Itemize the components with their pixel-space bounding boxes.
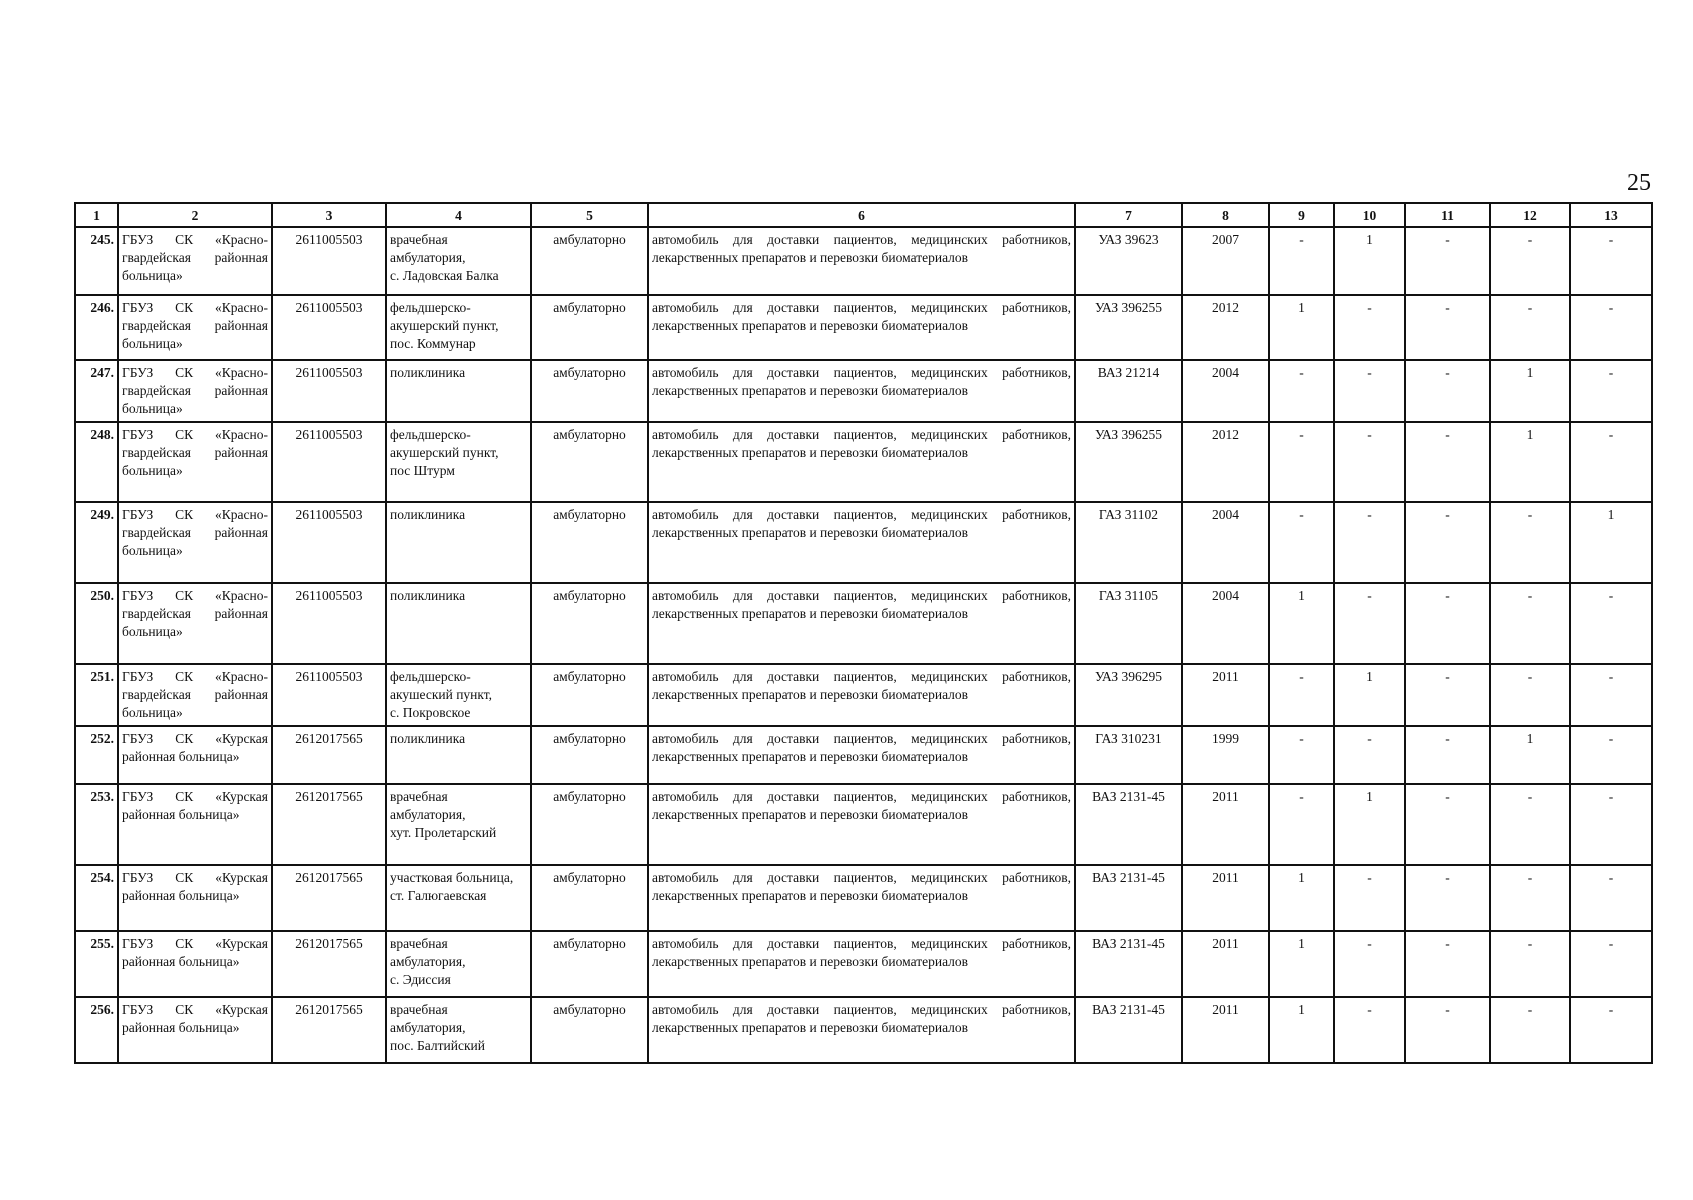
row-number: 249.: [75, 502, 118, 583]
organization-name: ГБУЗ СК «Красно-гвардейская районная больница»: [118, 664, 272, 726]
column-9-value: -: [1269, 227, 1334, 295]
header-cell-13: 13: [1570, 203, 1652, 227]
header-cell-12: 12: [1490, 203, 1570, 227]
table-body: [75, 227, 1652, 1063]
inn-code: 2612017565: [272, 726, 386, 784]
vehicle-purpose: автомобиль для доставки пациентов, медицинских работников, лекарственных препаратов и перевозки биоматериалов: [648, 295, 1075, 360]
column-12-value: -: [1490, 295, 1570, 360]
column-11-value: -: [1405, 664, 1490, 726]
header-cell-2: 2: [118, 203, 272, 227]
inn-code: 2611005503: [272, 583, 386, 664]
column-9-value: -: [1269, 422, 1334, 502]
table-row: [75, 227, 1652, 295]
header-cell-1: 1: [75, 203, 118, 227]
facility-location: врачебная амбулатория, хут. Пролетарский: [386, 784, 531, 865]
facility-location: врачебная амбулатория, пос. Балтийский: [386, 997, 531, 1063]
facility-location: врачебная амбулатория, с. Ладовская Балка: [386, 227, 531, 295]
table-row: [75, 583, 1652, 664]
column-10-value: -: [1334, 726, 1405, 784]
column-12-value: -: [1490, 784, 1570, 865]
column-11-value: -: [1405, 583, 1490, 664]
inn-code: 2612017565: [272, 784, 386, 865]
vehicle-model: УАЗ 396255: [1075, 295, 1182, 360]
column-9-value: -: [1269, 502, 1334, 583]
facility-location: врачебная амбулатория, с. Эдиссия: [386, 931, 531, 997]
vehicle-model: ВАЗ 21214: [1075, 360, 1182, 422]
organization-name: ГБУЗ СК «Красно-гвардейская районная больница»: [118, 583, 272, 664]
column-11-value: -: [1405, 360, 1490, 422]
column-10-value: -: [1334, 502, 1405, 583]
vehicle-purpose: автомобиль для доставки пациентов, медицинских работников, лекарственных препаратов и перевозки биоматериалов: [648, 502, 1075, 583]
header-cell-11: 11: [1405, 203, 1490, 227]
vehicle-year: 2011: [1182, 664, 1269, 726]
vehicle-model: ГАЗ 310231: [1075, 726, 1182, 784]
column-10-value: 1: [1334, 664, 1405, 726]
column-9-value: 1: [1269, 997, 1334, 1063]
column-10-value: -: [1334, 931, 1405, 997]
column-11-value: -: [1405, 931, 1490, 997]
organization-name: ГБУЗ СК «Красно-гвардейская районная больница»: [118, 422, 272, 502]
care-mode: амбулаторно: [531, 583, 648, 664]
column-11-value: -: [1405, 227, 1490, 295]
page-number: 25: [1627, 170, 1651, 196]
table-row: [75, 726, 1652, 784]
column-12-value: 1: [1490, 422, 1570, 502]
vehicle-purpose: автомобиль для доставки пациентов, медицинских работников, лекарственных препаратов и перевозки биоматериалов: [648, 583, 1075, 664]
column-9-value: -: [1269, 726, 1334, 784]
column-12-value: -: [1490, 227, 1570, 295]
vehicle-year: 2011: [1182, 865, 1269, 931]
inn-code: 2612017565: [272, 865, 386, 931]
care-mode: амбулаторно: [531, 422, 648, 502]
column-11-value: -: [1405, 726, 1490, 784]
column-13-value: -: [1570, 664, 1652, 726]
vehicle-model: УАЗ 39623: [1075, 227, 1182, 295]
column-13-value: 1: [1570, 502, 1652, 583]
vehicle-purpose: автомобиль для доставки пациентов, медицинских работников, лекарственных препаратов и перевозки биоматериалов: [648, 931, 1075, 997]
table-row: [75, 422, 1652, 502]
header-cell-8: 8: [1182, 203, 1269, 227]
vehicle-purpose: автомобиль для доставки пациентов, медицинских работников, лекарственных препаратов и перевозки биоматериалов: [648, 664, 1075, 726]
vehicle-model: ВАЗ 2131-45: [1075, 931, 1182, 997]
vehicle-model: ГАЗ 31102: [1075, 502, 1182, 583]
care-mode: амбулаторно: [531, 664, 648, 726]
facility-location: фельдшерско- акушерский пункт, пос. Коммунар: [386, 295, 531, 360]
vehicle-model: УАЗ 396295: [1075, 664, 1182, 726]
inn-code: 2612017565: [272, 997, 386, 1063]
column-10-value: -: [1334, 583, 1405, 664]
vehicle-year: 2011: [1182, 997, 1269, 1063]
header-row: [75, 203, 1652, 227]
vehicle-year: 2004: [1182, 360, 1269, 422]
organization-name: ГБУЗ СК «Красно-гвардейская районная больница»: [118, 360, 272, 422]
column-10-value: -: [1334, 422, 1405, 502]
table-row: [75, 997, 1652, 1063]
column-9-value: -: [1269, 784, 1334, 865]
column-13-value: -: [1570, 865, 1652, 931]
header-cell-6: 6: [648, 203, 1075, 227]
column-12-value: -: [1490, 583, 1570, 664]
column-12-value: -: [1490, 502, 1570, 583]
row-number: 247.: [75, 360, 118, 422]
facility-location: поликлиника: [386, 583, 531, 664]
inn-code: 2611005503: [272, 502, 386, 583]
column-9-value: 1: [1269, 583, 1334, 664]
column-12-value: -: [1490, 664, 1570, 726]
row-number: 251.: [75, 664, 118, 726]
vehicle-model: ВАЗ 2131-45: [1075, 784, 1182, 865]
organization-name: ГБУЗ СК «Красно-гвардейская районная больница»: [118, 502, 272, 583]
column-13-value: -: [1570, 931, 1652, 997]
column-10-value: -: [1334, 865, 1405, 931]
column-13-value: -: [1570, 726, 1652, 784]
vehicle-year: 2011: [1182, 931, 1269, 997]
inn-code: 2611005503: [272, 227, 386, 295]
column-10-value: 1: [1334, 784, 1405, 865]
inn-code: 2611005503: [272, 664, 386, 726]
column-12-value: -: [1490, 931, 1570, 997]
organization-name: ГБУЗ СК «Красно-гвардейская районная больница»: [118, 295, 272, 360]
column-12-value: 1: [1490, 360, 1570, 422]
care-mode: амбулаторно: [531, 295, 648, 360]
vehicle-purpose: автомобиль для доставки пациентов, медицинских работников, лекарственных препаратов и перевозки биоматериалов: [648, 227, 1075, 295]
table-row: [75, 664, 1652, 726]
row-number: 253.: [75, 784, 118, 865]
column-13-value: -: [1570, 422, 1652, 502]
care-mode: амбулаторно: [531, 784, 648, 865]
vehicle-year: 2007: [1182, 227, 1269, 295]
column-13-value: -: [1570, 360, 1652, 422]
column-11-value: -: [1405, 784, 1490, 865]
vehicle-year: 2011: [1182, 784, 1269, 865]
organization-name: ГБУЗ СК «Курская районная больница»: [118, 931, 272, 997]
column-13-value: -: [1570, 583, 1652, 664]
care-mode: амбулаторно: [531, 997, 648, 1063]
vehicle-year: 2012: [1182, 422, 1269, 502]
column-12-value: -: [1490, 997, 1570, 1063]
column-13-value: -: [1570, 784, 1652, 865]
facility-location: фельдшерско- акушеский пункт, с. Покровское: [386, 664, 531, 726]
row-number: 256.: [75, 997, 118, 1063]
vehicle-model: УАЗ 396255: [1075, 422, 1182, 502]
vehicle-year: 2004: [1182, 583, 1269, 664]
column-9-value: -: [1269, 360, 1334, 422]
row-number: 250.: [75, 583, 118, 664]
vehicle-year: 1999: [1182, 726, 1269, 784]
table-row: [75, 360, 1652, 422]
facility-location: участковая больница, ст. Галюгаевская: [386, 865, 531, 931]
column-10-value: -: [1334, 997, 1405, 1063]
column-11-value: -: [1405, 865, 1490, 931]
column-9-value: 1: [1269, 865, 1334, 931]
care-mode: амбулаторно: [531, 360, 648, 422]
inn-code: 2611005503: [272, 360, 386, 422]
table-row: [75, 784, 1652, 865]
column-12-value: 1: [1490, 726, 1570, 784]
row-number: 255.: [75, 931, 118, 997]
organization-name: ГБУЗ СК «Курская районная больница»: [118, 726, 272, 784]
column-12-value: -: [1490, 865, 1570, 931]
row-number: 254.: [75, 865, 118, 931]
column-11-value: -: [1405, 502, 1490, 583]
row-number: 252.: [75, 726, 118, 784]
inn-code: 2611005503: [272, 422, 386, 502]
vehicle-model: ВАЗ 2131-45: [1075, 865, 1182, 931]
facility-location: фельдшерско- акушерский пункт, пос Штурм: [386, 422, 531, 502]
table-row: [75, 502, 1652, 583]
column-13-value: -: [1570, 295, 1652, 360]
column-9-value: 1: [1269, 295, 1334, 360]
header-cell-9: 9: [1269, 203, 1334, 227]
header-cell-7: 7: [1075, 203, 1182, 227]
vehicle-purpose: автомобиль для доставки пациентов, медицинских работников, лекарственных препаратов и перевозки биоматериалов: [648, 726, 1075, 784]
inn-code: 2611005503: [272, 295, 386, 360]
facility-location: поликлиника: [386, 726, 531, 784]
organization-name: ГБУЗ СК «Красно-гвардейская районная больница»: [118, 227, 272, 295]
column-11-value: -: [1405, 422, 1490, 502]
row-number: 245.: [75, 227, 118, 295]
vehicle-purpose: автомобиль для доставки пациентов, медицинских работников, лекарственных препаратов и перевозки биоматериалов: [648, 997, 1075, 1063]
column-11-value: -: [1405, 295, 1490, 360]
inn-code: 2612017565: [272, 931, 386, 997]
vehicle-model: ГАЗ 31105: [1075, 583, 1182, 664]
vehicle-purpose: автомобиль для доставки пациентов, медицинских работников, лекарственных препаратов и перевозки биоматериалов: [648, 784, 1075, 865]
column-9-value: -: [1269, 664, 1334, 726]
header-cell-4: 4: [386, 203, 531, 227]
header-cell-5: 5: [531, 203, 648, 227]
vehicle-registry-table: [74, 202, 1653, 1064]
column-10-value: -: [1334, 360, 1405, 422]
vehicle-purpose: автомобиль для доставки пациентов, медицинских работников, лекарственных препаратов и перевозки биоматериалов: [648, 360, 1075, 422]
table-row: [75, 295, 1652, 360]
header-cell-10: 10: [1334, 203, 1405, 227]
row-number: 248.: [75, 422, 118, 502]
organization-name: ГБУЗ СК «Курская районная больница»: [118, 865, 272, 931]
table-row: [75, 865, 1652, 931]
header-cell-3: 3: [272, 203, 386, 227]
table-row: [75, 931, 1652, 997]
care-mode: амбулаторно: [531, 865, 648, 931]
care-mode: амбулаторно: [531, 502, 648, 583]
care-mode: амбулаторно: [531, 931, 648, 997]
care-mode: амбулаторно: [531, 726, 648, 784]
column-9-value: 1: [1269, 931, 1334, 997]
column-11-value: -: [1405, 997, 1490, 1063]
column-13-value: -: [1570, 227, 1652, 295]
vehicle-year: 2012: [1182, 295, 1269, 360]
facility-location: поликлиника: [386, 502, 531, 583]
vehicle-model: ВАЗ 2131-45: [1075, 997, 1182, 1063]
care-mode: амбулаторно: [531, 227, 648, 295]
column-10-value: 1: [1334, 227, 1405, 295]
organization-name: ГБУЗ СК «Курская районная больница»: [118, 997, 272, 1063]
organization-name: ГБУЗ СК «Курская районная больница»: [118, 784, 272, 865]
vehicle-year: 2004: [1182, 502, 1269, 583]
row-number: 246.: [75, 295, 118, 360]
facility-location: поликлиника: [386, 360, 531, 422]
column-10-value: -: [1334, 295, 1405, 360]
column-13-value: -: [1570, 997, 1652, 1063]
vehicle-purpose: автомобиль для доставки пациентов, медицинских работников, лекарственных препаратов и перевозки биоматериалов: [648, 865, 1075, 931]
vehicle-purpose: автомобиль для доставки пациентов, медицинских работников, лекарственных препаратов и перевозки биоматериалов: [648, 422, 1075, 502]
